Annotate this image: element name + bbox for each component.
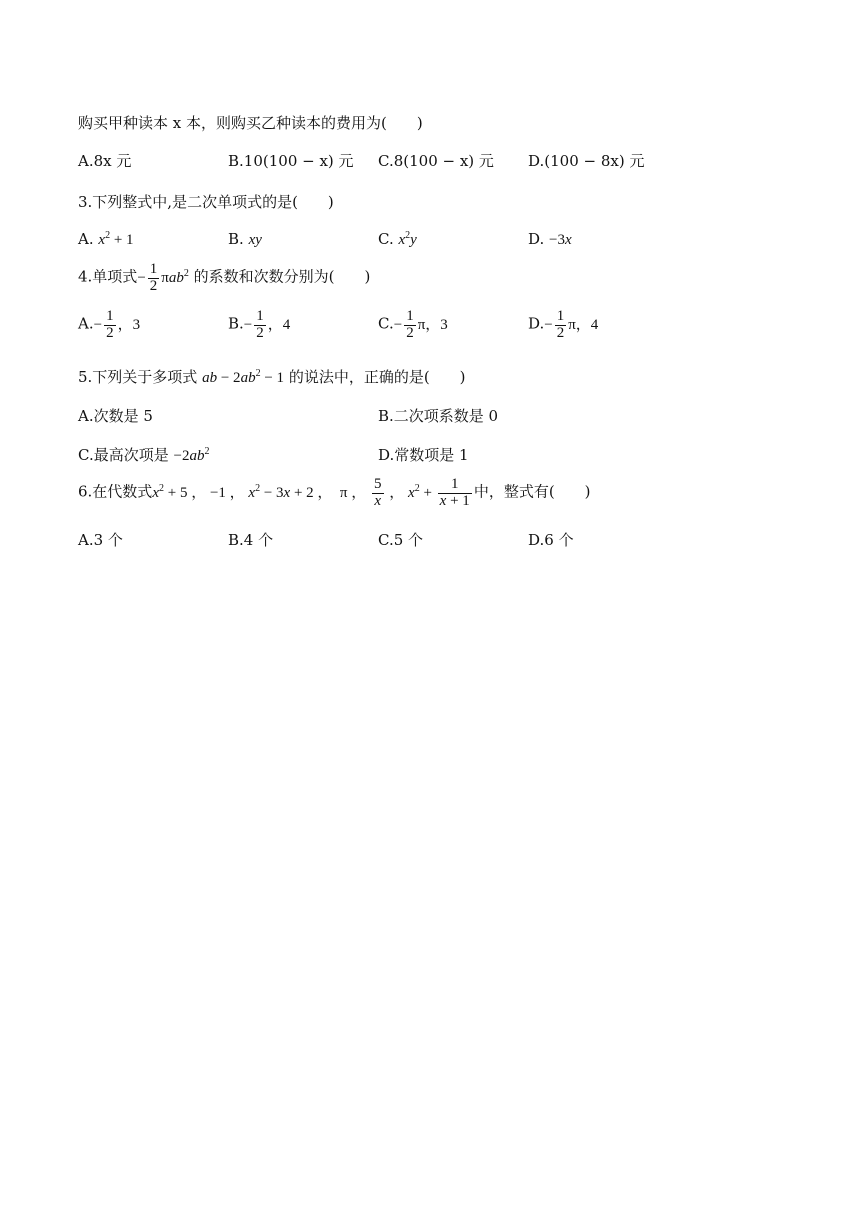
q3-option-a[interactable] (78, 230, 134, 249)
q2-option-c[interactable]: C.8(100 − x) 元 (378, 152, 494, 170)
q3-option-d-expr: −3x (549, 232, 572, 248)
q5-option-c[interactable] (78, 444, 209, 465)
q2-stem-text: 购买甲种读本 x 本，则购买乙种读本的费用为( ) (78, 114, 423, 132)
q3-option-d[interactable] (528, 230, 572, 249)
q4-option-d-expr: − $\frac{1}{2}$ π，4 (544, 308, 599, 341)
q2-stem (78, 112, 423, 133)
q4-option-d[interactable] (528, 309, 598, 342)
q4-stem-suffix: 的系数和次数分别为( ) (193, 267, 371, 286)
q4-option-a-expr: − $\frac{1}{2}$ ，3 (93, 308, 141, 341)
q5-option-d[interactable]: D.常数项是 1 (378, 446, 469, 464)
q3-option-b-label: B. (228, 230, 244, 248)
q6-option-d[interactable]: D.6 个 (528, 531, 574, 549)
q3-option-c-expr: $x^2y$ (398, 230, 417, 248)
q4-stem (78, 262, 370, 295)
q5-stem (78, 366, 466, 387)
q2-option-a[interactable]: A.8x 元 (78, 152, 132, 170)
q4-option-d-label: D. (528, 314, 545, 333)
q6-option-c[interactable]: C.5 个 (378, 531, 424, 549)
q6-stem-prefix: 6.在代数式 (78, 482, 153, 501)
q4-option-c-label: C. (378, 314, 394, 333)
q5-option-b[interactable]: B.二次项系数是 0 (378, 407, 499, 425)
q4-monomial: − $\frac{1}{2}$ πab$^2$ (137, 261, 189, 294)
q4-option-a[interactable] (78, 309, 140, 342)
q2-option-d[interactable]: D.(100 − 8x) 元 (528, 152, 645, 170)
q6-expr-list: $x^2 + 5$ ， −1 ， $x^2 - 3x + 2$ ， π ， $\frac{5}{x}$ ， $x^2$ + $\frac{1}{x + 1}$ (152, 476, 470, 509)
q3-option-a-expr: $x^2 + 1$ (98, 230, 134, 248)
q4-option-b-expr: − $\frac{1}{2}$ ，4 (243, 308, 291, 341)
q6-option-a[interactable]: A.3 个 (78, 531, 123, 549)
q3-stem: 3.下列整式中,是二次单项式的是( ) (78, 193, 334, 211)
q2-option-b[interactable]: B.10(100 − x) 元 (228, 152, 354, 170)
q3-option-a-label: A. (78, 230, 94, 248)
q4-option-b-label: B. (228, 314, 244, 333)
q4-option-a-label: A. (78, 314, 94, 333)
q3-option-c-label: C. (378, 230, 394, 248)
q4-option-c-expr: − $\frac{1}{2}$ π，3 (393, 308, 448, 341)
q6-stem-suffix: 中，整式有( ) (473, 482, 591, 501)
q4-option-b[interactable] (228, 309, 290, 342)
q5-option-c-label: C.最高次项是 (78, 446, 169, 464)
q5-stem-prefix: 5.下列关于多项式 (78, 368, 198, 386)
q3-option-b[interactable] (228, 230, 262, 249)
q6-option-b[interactable]: B.4 个 (228, 531, 274, 549)
q4-option-c[interactable] (378, 309, 448, 342)
q4-stem-prefix: 4.单项式 (78, 267, 138, 286)
q5-option-c-expr: $-2ab^2$ (173, 446, 210, 464)
q5-option-a[interactable]: A.次数是 5 (78, 407, 153, 425)
q3-option-d-label: D. (528, 230, 545, 248)
q3-option-b-expr: xy (248, 232, 262, 248)
q5-polynomial: ab − $2ab^2 - 1$ (202, 368, 285, 386)
q6-stem (78, 477, 591, 510)
q5-stem-suffix: 的说法中，正确的是( ) (288, 368, 466, 386)
q3-option-c[interactable] (378, 230, 417, 249)
